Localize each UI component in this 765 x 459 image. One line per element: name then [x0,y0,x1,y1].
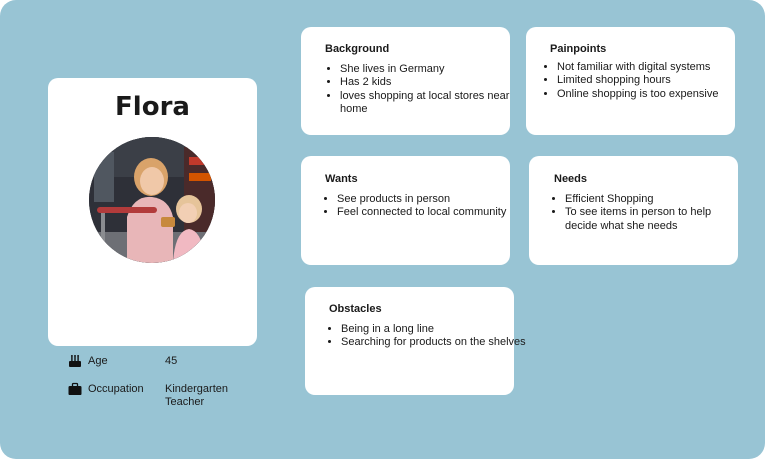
list-item: • Online shopping is too expensive [557,88,747,101]
painpoints-list [542,61,747,101]
list-item: • Searching for products on the shelves [341,336,526,349]
list-item: • Efficient Shopping [565,193,745,206]
age-label: Age [88,355,108,367]
persona-profile-card [48,78,257,408]
list-item: • To see items in person to help decide what she needs [565,206,745,233]
list-item: • Limited shopping hours [557,74,747,87]
needs-title: Needs [554,173,588,185]
needs-list [550,193,745,233]
list-item: • Feel connected to local community [337,206,517,219]
persona-photo-illustration [89,137,215,263]
persona-name: Flora [115,92,190,122]
needs-card [529,156,738,265]
list-item: • Has 2 kids [340,76,510,89]
obstacles-title: Obstacles [329,303,382,315]
briefcase-icon [68,382,82,396]
list-item: • loves shopping at local stores near home [340,90,510,117]
wants-card [301,156,510,265]
background-title: Background [325,43,390,55]
obstacles-list [326,323,526,350]
persona-photo [89,137,215,263]
cake-icon [68,354,82,368]
occupation-label: Occupation [88,383,144,395]
background-list [325,63,510,117]
list-item: • Being in a long line [341,323,526,336]
painpoints-card [526,27,735,135]
obstacles-card [305,287,526,395]
list-item: • She lives in Germany [340,63,510,76]
wants-title: Wants [325,173,358,185]
wants-list [322,193,517,220]
age-value: 45 [165,355,178,367]
occupation-value: Kindergarten Teacher [165,383,228,408]
list-item: • Not familiar with digital systems [557,61,747,74]
background-card [301,27,510,135]
list-item: • See products in person [337,193,517,206]
painpoints-title: Painpoints [550,43,607,55]
